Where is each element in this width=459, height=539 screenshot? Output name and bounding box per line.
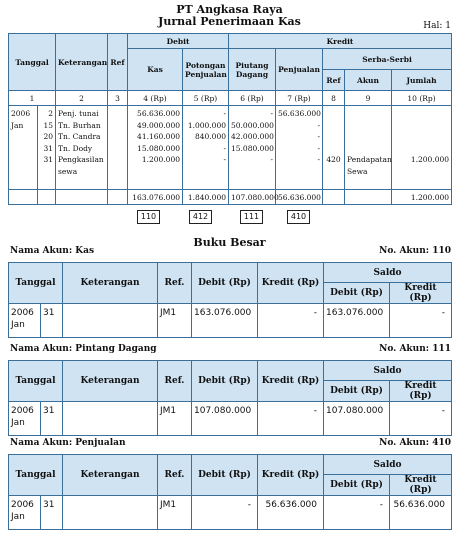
group-kredit: Kredit [229,34,452,49]
cash-receipts-journal [8,33,452,205]
amount: - [317,155,320,164]
col-potongan: Potongan Penjualan [183,49,229,91]
col-saldo-kredit: Kredit (Rp) [390,475,452,496]
ref: JM1 [158,304,192,338]
description: Pengkasilan [58,155,104,164]
col-ref: Ref. [158,263,192,304]
month: Jan [11,418,25,428]
ledger-penjualan [8,454,452,530]
col-tanggal: Tanggal [9,455,63,496]
col-debit: Debit (Rp) [192,263,258,304]
year: 2006 [11,500,34,510]
table-row [9,304,452,338]
col-num: 8 [323,91,345,106]
col-saldo-debit: Debit (Rp) [324,381,390,402]
col-keterangan: Keterangan [56,34,108,91]
journal-descriptions [56,106,108,190]
amount: 15.080.000 [137,143,180,153]
amount: - [270,109,273,118]
month: Jan [11,120,24,130]
journal-days [38,106,56,190]
col-saldo: Saldo [324,455,452,475]
table-row [9,402,452,436]
journal-potongan [183,106,229,190]
ref-code: 420 [326,155,341,164]
col-saldo: Saldo [324,361,452,381]
col-ref: Ref. [158,455,192,496]
description: sewa [58,166,78,176]
year: 2006 [11,109,31,118]
col-ref: Ref [108,34,128,91]
post-ref-kas: 110 [137,210,160,224]
col-saldo-debit: Debit (Rp) [324,283,390,304]
year: 2006 [11,308,34,318]
col-keterangan: Keterangan [63,361,158,402]
debit: 107.080.000 [192,402,258,436]
col-num: 2 [56,91,108,106]
total-jumlah: 1.200.000 [392,190,452,205]
amount: - [223,155,226,164]
post-ref-piutang: 111 [240,210,263,224]
saldo-debit: 163.076.000 [324,304,390,338]
day: 31 [43,155,53,164]
col-num: 10 (Rp) [392,91,452,106]
journal-ref2 [323,106,345,190]
col-saldo-kredit: Kredit (Rp) [390,283,452,304]
day: 20 [43,132,53,141]
post-ref-potongan: 412 [189,210,212,224]
month: Jan [11,512,25,522]
col-piutang: Piutang Dagang [229,49,276,91]
journal-kas [128,106,183,190]
ledger-kas [8,262,452,338]
ref: JM1 [158,402,192,436]
amount: 1.200.000 [410,155,450,164]
journal-date [9,106,38,190]
amount: 840.000 [194,132,226,141]
description: Tn. Dody [58,143,93,153]
description [63,402,158,436]
day: 2 [48,109,53,118]
total-kas: 163.076.000 [128,190,183,205]
saldo-debit: 107.080.000 [324,402,390,436]
col-jumlah: Jumlah [392,70,452,91]
table-row [9,496,452,530]
amount: 15.080.000 [231,143,274,153]
amount: 42.000.000 [231,132,274,141]
group-debit: Debit [128,34,229,49]
description: Penj. tunai [58,109,99,118]
group-serba-serbi: Serba-Serbi [323,49,452,70]
col-num: 3 [108,91,128,106]
day: 15 [43,120,53,130]
col-ref2: Ref [323,70,345,91]
day: 31 [41,402,63,436]
amount: 1.200.000 [141,155,180,164]
saldo-kredit: - [390,402,452,436]
column-numbers [9,91,452,106]
saldo-debit: - [324,496,390,530]
col-tanggal: Tanggal [9,263,63,304]
col-saldo-kredit: Kredit (Rp) [390,381,452,402]
description: Tn. Burhan [58,120,101,130]
kredit: - [258,304,324,338]
ledger-piutang [8,360,452,436]
journal-penjualan [276,106,323,190]
account-name: Nama Akun: Kas [10,246,95,256]
company-name: PT Angkasa Raya [176,3,283,16]
ledger-title: Buku Besar [193,236,266,249]
account-number: No. Akun: 110 [379,246,451,256]
journal-jumlah [392,106,452,190]
amount: 1.000.000 [187,120,226,130]
journal-entries [9,106,452,190]
col-num: 9 [345,91,392,106]
col-tanggal: Tanggal [9,34,56,91]
day: 31 [41,496,63,530]
col-num: 1 [9,91,56,106]
debit: - [192,496,258,530]
amount: 56.636.000 [137,109,180,118]
day: 31 [43,143,53,153]
account-number: No. Akun: 111 [379,344,451,354]
amount: - [317,132,320,141]
saldo-kredit: 56.636.000 [390,496,452,530]
page-number: Hal: 1 [423,21,451,31]
journal-akun [345,106,392,190]
col-kredit: Kredit (Rp) [258,455,324,496]
amount: - [317,143,320,153]
col-ref: Ref. [158,361,192,402]
col-akun: Akun [345,70,392,91]
description: Tn. Candra [58,132,101,141]
col-num: 4 (Rp) [128,91,183,106]
day: 31 [41,304,63,338]
account-name: Nama Akun: Pintang Dagang [10,344,157,354]
ref: JM1 [158,496,192,530]
col-num: 6 (Rp) [229,91,276,106]
account-name: Sewa [347,166,368,176]
col-kredit: Kredit (Rp) [258,263,324,304]
description [63,304,158,338]
amount: - [223,143,226,153]
kredit: 56.636.000 [258,496,324,530]
year: 2006 [11,406,34,416]
account-name: Nama Akun: Penjualan [10,438,126,448]
total-piutang: 107.080.000 [229,190,276,205]
journal-refs [108,106,128,190]
description [63,496,158,530]
amount: 50.000.000 [231,120,274,130]
col-saldo-debit: Debit (Rp) [324,475,390,496]
debit: 163.076.000 [192,304,258,338]
amount: 41.160.000 [137,132,180,141]
amount: 49.000.000 [137,120,180,130]
kredit: - [258,402,324,436]
amount: 56.636.000 [278,109,321,118]
col-kredit: Kredit (Rp) [258,361,324,402]
amount: - [223,109,226,118]
post-ref-penjualan: 410 [287,210,310,224]
col-num: 5 (Rp) [183,91,229,106]
col-saldo: Saldo [324,263,452,283]
month: Jan [11,320,25,330]
account-number: No. Akun: 410 [379,438,451,448]
journal-piutang [229,106,276,190]
col-tanggal: Tanggal [9,361,63,402]
total-penjualan: 56.636.000 [276,190,323,205]
journal-title: Jurnal Penerimaan Kas [158,15,301,28]
col-debit: Debit (Rp) [192,361,258,402]
account-name: Pendapatan [347,155,392,164]
col-num: 7 (Rp) [276,91,323,106]
amount: - [270,155,273,164]
col-debit: Debit (Rp) [192,455,258,496]
col-keterangan: Keterangan [63,455,158,496]
amount: - [317,120,320,130]
journal-totals [9,190,452,205]
saldo-kredit: - [390,304,452,338]
total-potongan: 1.840.000 [183,190,229,205]
col-penjualan: Penjualan [276,49,323,91]
col-keterangan: Keterangan [63,263,158,304]
col-kas: Kas [128,49,183,91]
